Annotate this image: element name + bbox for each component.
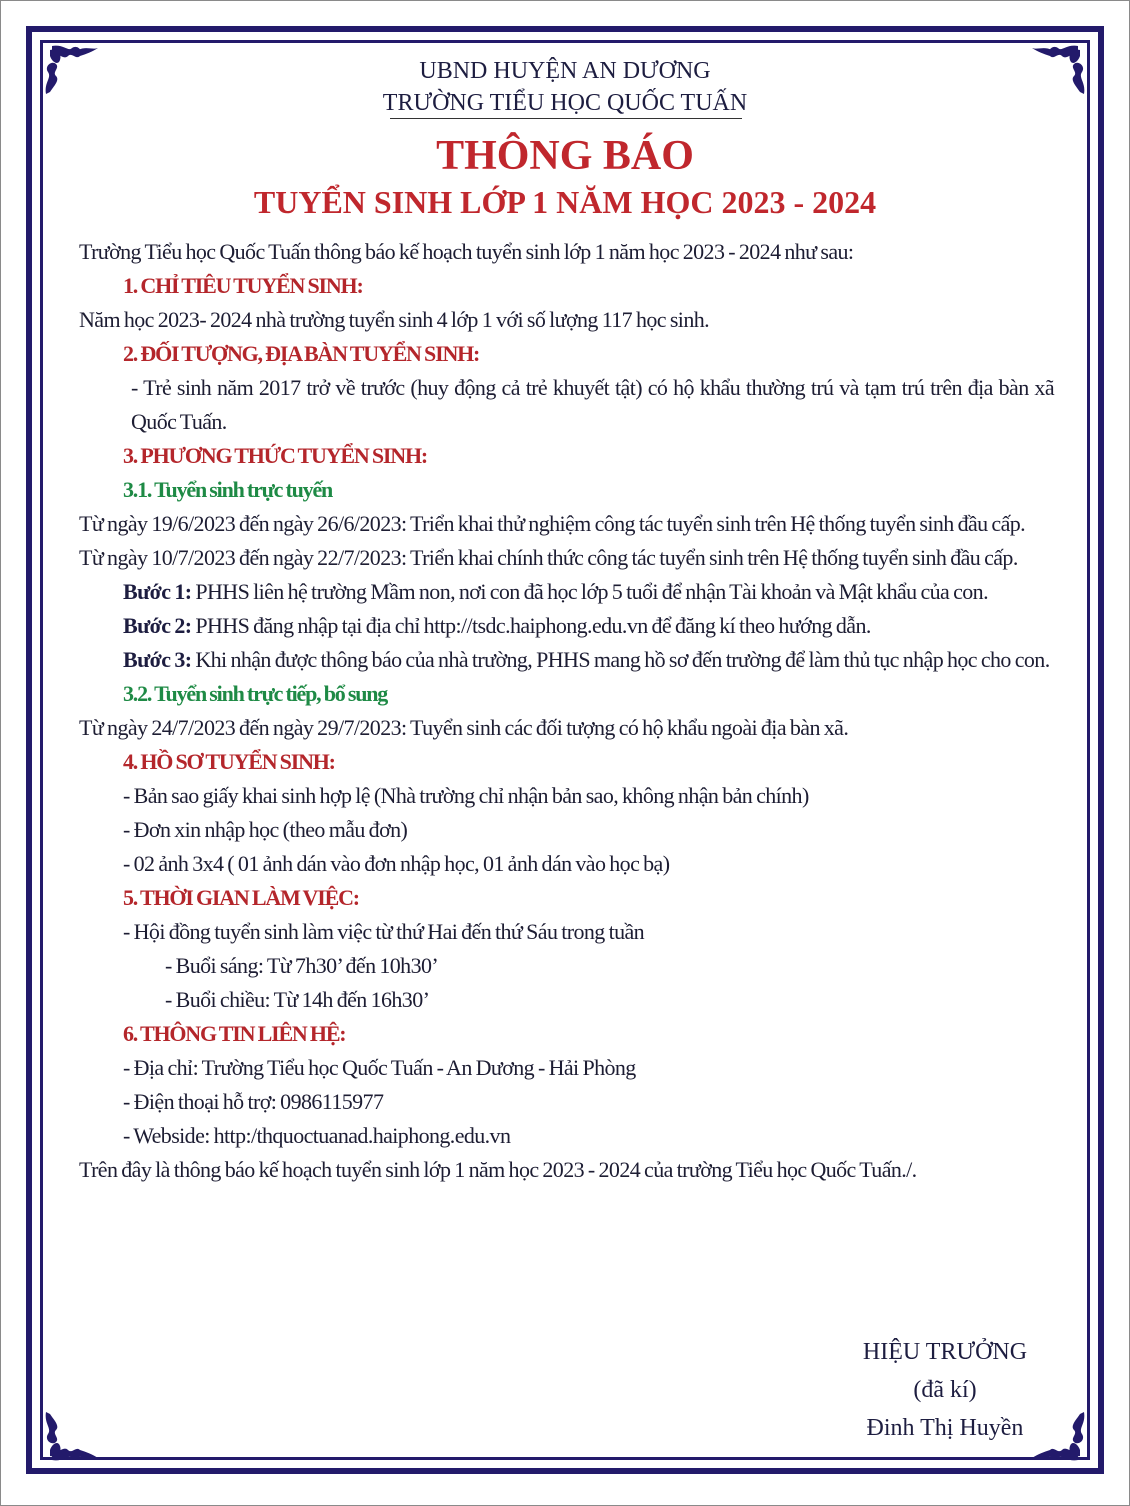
- section-4-heading: 4. HỒ SƠ TUYỂN SINH:: [123, 749, 335, 774]
- step-1-label: Bước 1:: [123, 579, 192, 604]
- document-body: [79, 235, 1054, 1187]
- section-5-line-1: - Hội đồng tuyển sinh làm việc từ thứ Hai đến thứ Sáu trong tuần: [123, 919, 645, 944]
- section-3-1-heading: 3.1. Tuyển sinh trực tuyến: [123, 477, 333, 502]
- section-5-heading: 5. THỜI GIAN LÀM VIỆC:: [123, 885, 359, 910]
- section-2-text: [79, 371, 1054, 439]
- section-2-text-content: - Trẻ sinh năm 2017 trở về trước (huy động cả trẻ khuyết tật) có hộ khẩu thường trú và tạm trú trên địa bàn xã Quốc Tuấn.: [131, 375, 1054, 434]
- section-3-2-line-1: Từ ngày 24/7/2023 đến ngày 29/7/2023: Tuyển sinh các đối tượng có hộ khẩu ngoài địa bàn xã.: [79, 715, 849, 740]
- contact-website: - Webside: http:/thquoctuanad.haiphong.edu.vn: [123, 1123, 511, 1148]
- section-5-afternoon: - Buổi chiều: Từ 14h đến 16h30’: [165, 987, 430, 1012]
- section-4-item: - 02 ảnh 3x4 ( 01 ảnh dán vào đơn nhập học, 01 ảnh dán vào học bạ): [123, 851, 670, 876]
- section-3-heading: 3. PHƯƠNG THỨC TUYỂN SINH:: [123, 443, 427, 468]
- step-2-text: PHHS đăng nhập tại địa chỉ http://tsdc.haiphong.edu.vn để đăng kí theo hướng dẫn.: [191, 613, 871, 638]
- section-3-2-heading: 3.2. Tuyển sinh trực tiếp, bổ sung: [123, 681, 388, 706]
- step-1-text: PHHS liên hệ trường Mầm non, nơi con đã học lớp 5 tuổi để nhận Tài khoản và Mật khẩu của con.: [191, 579, 988, 604]
- step-3-text: Khi nhận được thông báo của nhà trường, PHHS mang hồ sơ đến trường để làm thủ tục nhập học cho con.: [191, 647, 1050, 672]
- signature-note: (đã kí): [913, 1377, 977, 1403]
- section-3-1-line-2: Từ ngày 10/7/2023 đến ngày 22/7/2023: Triển khai chính thức công tác tuyển sinh trên Hệ thống tuyển sinh đầu cấp.: [79, 545, 1018, 570]
- section-6-heading: 6. THÔNG TIN LIÊN HỆ:: [123, 1021, 346, 1046]
- header-underline: [390, 118, 742, 119]
- intro-paragraph: Trường Tiểu học Quốc Tuấn thông báo kế hoạch tuyển sinh lớp 1 năm học 2023 - 2024 như sau:: [79, 239, 854, 264]
- signature-block: [830, 1333, 1060, 1447]
- section-1-heading: 1. CHỈ TIÊU TUYỂN SINH:: [123, 273, 363, 298]
- corner-ornament-icon: [42, 1402, 104, 1464]
- org-school: TRƯỜNG TIỂU HỌC QUỐC TUẤN: [382, 90, 748, 116]
- section-4-item: - Bản sao giấy khai sinh hợp lệ (Nhà trường chỉ nhận bản sao, không nhận bản chính): [123, 783, 809, 808]
- section-3-1-line-1: Từ ngày 19/6/2023 đến ngày 26/6/2023: Triển khai thử nghiệm công tác tuyển sinh trên Hệ thống tuyển sinh đầu cấp.: [79, 511, 1026, 536]
- step-2-label: Bước 2:: [123, 613, 192, 638]
- contact-address: - Địa chỉ: Trường Tiểu học Quốc Tuấn - An Dương - Hải Phòng: [123, 1055, 636, 1080]
- step-3: [79, 643, 1054, 677]
- step-1: [79, 575, 1054, 609]
- document-title: THÔNG BÁO: [436, 133, 694, 179]
- org-district: UBND HUYỆN AN DƯƠNG: [419, 58, 711, 84]
- closing-paragraph: Trên đây là thông báo kế hoạch tuyển sinh lớp 1 năm học 2023 - 2024 của trường Tiểu học Quốc Tuấn./.: [79, 1157, 917, 1182]
- organization-header: [0, 55, 1130, 119]
- signature-name: Đinh Thị Huyền: [866, 1415, 1024, 1441]
- step-3-label: Bước 3:: [123, 647, 192, 672]
- step-2: [79, 609, 1054, 643]
- document-subtitle: TUYỂN SINH LỚP 1 NĂM HỌC 2023 - 2024: [253, 184, 877, 220]
- section-4-item: - Đơn xin nhập học (theo mẫu đơn): [123, 817, 408, 842]
- section-1-text: Năm học 2023- 2024 nhà trường tuyển sinh 4 lớp 1 với số lượng 117 học sinh.: [79, 307, 710, 332]
- section-2-heading: 2. ĐỐI TƯỢNG, ĐỊA BÀN TUYỂN SINH:: [123, 341, 480, 366]
- contact-phone: - Điện thoại hỗ trợ: 0986115977: [123, 1089, 384, 1114]
- section-5-morning: - Buổi sáng: Từ 7h30’ đến 10h30’: [165, 953, 439, 978]
- signature-role: HIỆU TRƯỞNG: [862, 1339, 1028, 1365]
